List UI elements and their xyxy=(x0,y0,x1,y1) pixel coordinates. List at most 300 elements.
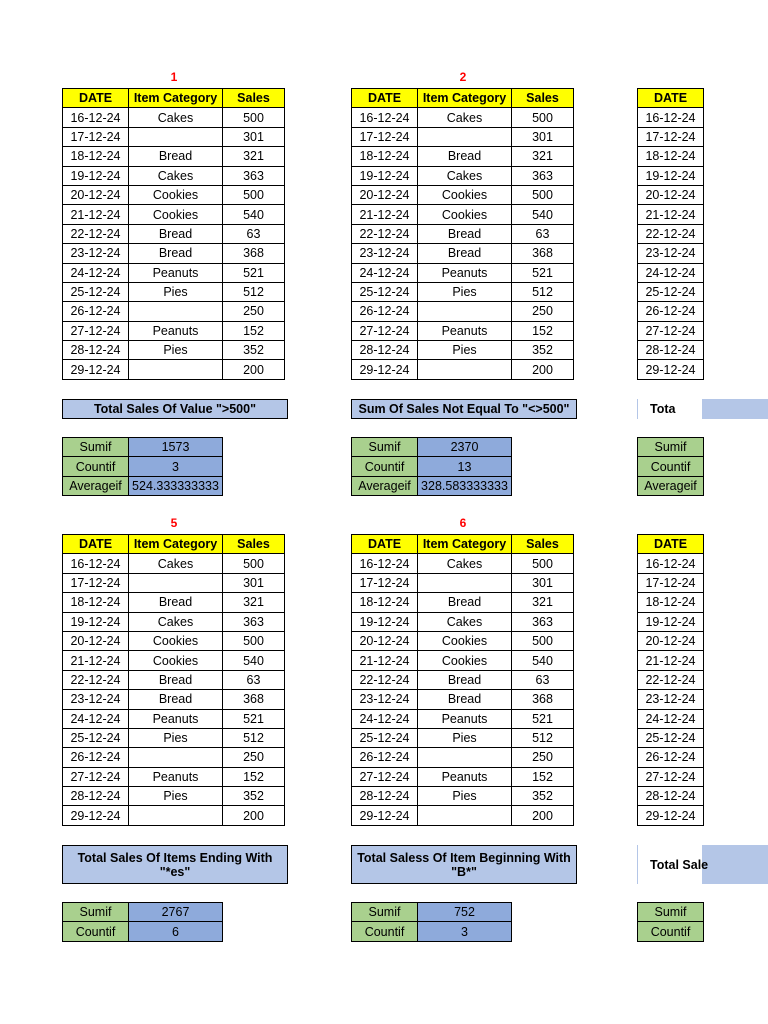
date-cell[interactable]: 22-12-24 xyxy=(638,670,704,689)
result-label[interactable]: Sumif xyxy=(638,438,704,457)
table-row xyxy=(638,147,704,166)
date-cell[interactable]: 25-12-24 xyxy=(638,282,704,301)
category-cell[interactable]: Peanuts xyxy=(129,263,223,282)
sales-cell[interactable]: 540 xyxy=(223,205,285,224)
category-cell[interactable] xyxy=(129,360,223,379)
category-cell[interactable]: Cookies xyxy=(129,631,223,650)
sales-cell[interactable]: 152 xyxy=(512,321,574,340)
sales-cell[interactable]: 368 xyxy=(223,690,285,709)
category-cell[interactable] xyxy=(129,127,223,146)
sales-cell[interactable]: 352 xyxy=(512,341,574,360)
category-cell[interactable]: Cakes xyxy=(418,612,512,631)
result-value[interactable]: 1573 xyxy=(129,438,223,457)
sales-table xyxy=(637,534,704,826)
sales-cell[interactable]: 63 xyxy=(512,670,574,689)
sales-cell[interactable]: 512 xyxy=(512,728,574,747)
category-cell[interactable]: Bread xyxy=(129,224,223,243)
date-cell[interactable]: 27-12-24 xyxy=(352,767,418,786)
date-cell[interactable]: 20-12-24 xyxy=(638,185,704,204)
date-cell[interactable]: 28-12-24 xyxy=(638,341,704,360)
date-cell[interactable]: 20-12-24 xyxy=(63,631,129,650)
category-cell[interactable]: Pies xyxy=(129,282,223,301)
category-cell[interactable]: Bread xyxy=(418,593,512,612)
category-cell[interactable]: Pies xyxy=(418,282,512,301)
category-cell[interactable]: Cakes xyxy=(129,554,223,573)
result-label[interactable]: Countif xyxy=(63,922,129,941)
table-row xyxy=(352,690,574,709)
category-cell[interactable]: Cookies xyxy=(418,205,512,224)
table-row xyxy=(352,631,574,650)
table-row xyxy=(63,205,285,224)
table-row xyxy=(63,787,285,806)
date-cell[interactable]: 28-12-24 xyxy=(63,787,129,806)
category-cell[interactable] xyxy=(129,302,223,321)
date-cell[interactable]: 19-12-24 xyxy=(63,166,129,185)
result-value[interactable]: 2767 xyxy=(129,903,223,922)
category-cell[interactable]: Cookies xyxy=(129,205,223,224)
date-cell[interactable]: 24-12-24 xyxy=(63,709,129,728)
date-cell[interactable]: 23-12-24 xyxy=(638,244,704,263)
table-row xyxy=(638,282,704,301)
date-cell[interactable]: 19-12-24 xyxy=(638,612,704,631)
date-cell[interactable]: 23-12-24 xyxy=(352,690,418,709)
result-label[interactable]: Countif xyxy=(352,922,418,941)
category-cell[interactable]: Cookies xyxy=(129,185,223,204)
date-cell[interactable]: 18-12-24 xyxy=(638,593,704,612)
category-cell[interactable] xyxy=(418,748,512,767)
sales-cell[interactable]: 152 xyxy=(223,767,285,786)
table-row xyxy=(352,321,574,340)
date-cell[interactable]: 16-12-24 xyxy=(63,554,129,573)
result-label[interactable]: Averageif xyxy=(638,476,704,495)
result-label[interactable]: Averageif xyxy=(63,476,129,495)
sales-cell[interactable]: 321 xyxy=(512,593,574,612)
date-cell[interactable]: 18-12-24 xyxy=(638,147,704,166)
table-row xyxy=(352,360,574,379)
result-row xyxy=(352,438,512,457)
result-row xyxy=(352,922,512,941)
category-cell[interactable]: Pies xyxy=(418,341,512,360)
category-cell[interactable]: Peanuts xyxy=(418,767,512,786)
date-cell[interactable]: 26-12-24 xyxy=(638,302,704,321)
date-cell[interactable]: 28-12-24 xyxy=(352,787,418,806)
table-row xyxy=(352,573,574,592)
category-cell[interactable]: Pies xyxy=(129,341,223,360)
table-row xyxy=(352,728,574,747)
date-cell[interactable]: 28-12-24 xyxy=(352,341,418,360)
result-row xyxy=(638,438,704,457)
table-row xyxy=(352,670,574,689)
result-value[interactable]: 3 xyxy=(129,457,223,476)
date-cell[interactable]: 18-12-24 xyxy=(352,593,418,612)
sales-cell[interactable]: 352 xyxy=(512,787,574,806)
date-cell[interactable]: 22-12-24 xyxy=(352,224,418,243)
date-cell[interactable]: 24-12-24 xyxy=(63,263,129,282)
date-cell[interactable]: 17-12-24 xyxy=(638,573,704,592)
category-header: Item Category xyxy=(129,89,223,108)
sales-cell[interactable]: 521 xyxy=(223,709,285,728)
result-label[interactable]: Countif xyxy=(638,457,704,476)
table-row xyxy=(63,612,285,631)
result-row xyxy=(638,922,704,941)
date-cell[interactable]: 25-12-24 xyxy=(63,282,129,301)
date-cell[interactable]: 22-12-24 xyxy=(352,670,418,689)
sales-cell[interactable]: 500 xyxy=(512,108,574,127)
sales-header: Sales xyxy=(223,535,285,554)
table-row xyxy=(638,244,704,263)
result-value[interactable]: 752 xyxy=(418,903,512,922)
sales-cell[interactable]: 500 xyxy=(223,554,285,573)
result-label[interactable]: Sumif xyxy=(63,438,129,457)
date-cell[interactable]: 26-12-24 xyxy=(638,748,704,767)
date-cell[interactable]: 29-12-24 xyxy=(638,806,704,825)
date-cell[interactable]: 20-12-24 xyxy=(352,185,418,204)
sales-cell[interactable]: 368 xyxy=(512,244,574,263)
table-row xyxy=(352,709,574,728)
table-row xyxy=(638,263,704,282)
category-cell[interactable]: Cookies xyxy=(418,185,512,204)
date-cell[interactable]: 22-12-24 xyxy=(63,224,129,243)
table-row xyxy=(638,767,704,786)
date-cell[interactable]: 22-12-24 xyxy=(63,670,129,689)
sales-cell[interactable]: 250 xyxy=(223,748,285,767)
criteria-title: Sum Of Sales Not Equal To "<>500" xyxy=(351,399,577,419)
sales-cell[interactable]: 301 xyxy=(223,127,285,146)
table-row xyxy=(352,185,574,204)
date-cell[interactable]: 29-12-24 xyxy=(352,360,418,379)
sales-table xyxy=(62,534,285,826)
date-cell[interactable]: 29-12-24 xyxy=(63,806,129,825)
table-row xyxy=(638,787,704,806)
date-cell[interactable]: 26-12-24 xyxy=(352,748,418,767)
category-cell[interactable] xyxy=(129,806,223,825)
category-cell[interactable]: Cakes xyxy=(418,108,512,127)
table-row xyxy=(638,360,704,379)
table-row xyxy=(63,709,285,728)
category-cell[interactable]: Pies xyxy=(129,728,223,747)
date-cell[interactable]: 21-12-24 xyxy=(352,205,418,224)
date-cell[interactable]: 23-12-24 xyxy=(63,690,129,709)
table-row xyxy=(638,631,704,650)
date-cell[interactable]: 21-12-24 xyxy=(63,651,129,670)
category-cell[interactable]: Cakes xyxy=(129,108,223,127)
criteria-title: Total Sales Of Value ">500" xyxy=(62,399,288,419)
sales-cell[interactable]: 200 xyxy=(512,360,574,379)
date-cell[interactable]: 27-12-24 xyxy=(638,321,704,340)
category-cell[interactable] xyxy=(418,360,512,379)
sales-cell[interactable]: 500 xyxy=(223,631,285,650)
date-cell[interactable]: 29-12-24 xyxy=(63,360,129,379)
result-label[interactable]: Sumif xyxy=(638,903,704,922)
date-cell[interactable]: 18-12-24 xyxy=(63,147,129,166)
block-number: 1 xyxy=(170,70,178,84)
sales-cell[interactable]: 301 xyxy=(512,127,574,146)
category-cell[interactable] xyxy=(418,127,512,146)
date-cell[interactable]: 19-12-24 xyxy=(63,612,129,631)
sales-cell[interactable]: 200 xyxy=(512,806,574,825)
category-cell[interactable] xyxy=(418,573,512,592)
result-value[interactable]: 524.333333333 xyxy=(129,476,223,495)
result-label[interactable]: Averageif xyxy=(352,476,418,495)
result-value[interactable]: 328.583333333 xyxy=(418,476,512,495)
date-cell[interactable]: 29-12-24 xyxy=(352,806,418,825)
category-cell[interactable]: Cookies xyxy=(418,631,512,650)
result-row xyxy=(638,457,704,476)
result-label[interactable]: Countif xyxy=(352,457,418,476)
header-row xyxy=(352,89,574,108)
date-cell[interactable]: 22-12-24 xyxy=(638,224,704,243)
header-row xyxy=(638,89,704,108)
result-row xyxy=(63,457,223,476)
date-cell[interactable]: 23-12-24 xyxy=(638,690,704,709)
sales-cell[interactable]: 500 xyxy=(223,108,285,127)
sales-cell[interactable]: 500 xyxy=(512,554,574,573)
date-cell[interactable]: 24-12-24 xyxy=(638,709,704,728)
date-cell[interactable]: 17-12-24 xyxy=(352,127,418,146)
date-cell[interactable]: 25-12-24 xyxy=(63,728,129,747)
date-cell[interactable]: 19-12-24 xyxy=(352,612,418,631)
category-cell[interactable]: Peanuts xyxy=(418,321,512,340)
date-cell[interactable]: 16-12-24 xyxy=(638,108,704,127)
category-cell[interactable]: Bread xyxy=(129,690,223,709)
category-cell[interactable]: Cookies xyxy=(418,651,512,670)
table-row xyxy=(638,651,704,670)
sales-cell[interactable]: 200 xyxy=(223,360,285,379)
date-header: DATE xyxy=(352,535,418,554)
category-cell[interactable]: Bread xyxy=(418,670,512,689)
result-label[interactable]: Countif xyxy=(63,457,129,476)
table-row xyxy=(63,127,285,146)
sales-cell[interactable]: 321 xyxy=(223,593,285,612)
date-cell[interactable]: 27-12-24 xyxy=(63,321,129,340)
sales-cell[interactable]: 200 xyxy=(223,806,285,825)
date-cell[interactable]: 26-12-24 xyxy=(352,302,418,321)
date-cell[interactable]: 20-12-24 xyxy=(63,185,129,204)
date-cell[interactable]: 21-12-24 xyxy=(638,651,704,670)
table-row xyxy=(63,631,285,650)
sales-header: Sales xyxy=(512,535,574,554)
date-cell[interactable]: 21-12-24 xyxy=(352,651,418,670)
sales-cell[interactable]: 250 xyxy=(223,302,285,321)
category-cell[interactable]: Bread xyxy=(129,593,223,612)
sales-cell[interactable]: 540 xyxy=(512,651,574,670)
category-cell[interactable]: Bread xyxy=(129,244,223,263)
result-row xyxy=(63,476,223,495)
category-cell[interactable] xyxy=(129,573,223,592)
sales-cell[interactable]: 512 xyxy=(223,728,285,747)
criteria-title: Tota xyxy=(637,399,768,419)
header-row xyxy=(63,89,285,108)
date-cell[interactable]: 17-12-24 xyxy=(638,127,704,146)
date-cell[interactable]: 17-12-24 xyxy=(63,573,129,592)
category-cell[interactable]: Bread xyxy=(418,690,512,709)
date-cell[interactable]: 25-12-24 xyxy=(352,728,418,747)
category-cell[interactable]: Cakes xyxy=(418,554,512,573)
date-header: DATE xyxy=(638,535,704,554)
table-row xyxy=(63,302,285,321)
sales-cell[interactable]: 63 xyxy=(223,670,285,689)
sales-cell[interactable]: 540 xyxy=(223,651,285,670)
category-cell[interactable] xyxy=(418,302,512,321)
sales-cell[interactable]: 63 xyxy=(223,224,285,243)
date-cell[interactable]: 28-12-24 xyxy=(63,341,129,360)
result-row xyxy=(352,457,512,476)
sales-cell[interactable]: 500 xyxy=(512,631,574,650)
date-cell[interactable]: 17-12-24 xyxy=(352,573,418,592)
sales-cell[interactable]: 301 xyxy=(223,573,285,592)
result-label[interactable]: Sumif xyxy=(352,903,418,922)
date-cell[interactable]: 20-12-24 xyxy=(352,631,418,650)
table-row xyxy=(638,612,704,631)
sales-cell[interactable]: 321 xyxy=(512,147,574,166)
table-row xyxy=(638,302,704,321)
date-cell[interactable]: 16-12-24 xyxy=(352,554,418,573)
category-cell[interactable]: Cakes xyxy=(129,612,223,631)
date-cell[interactable]: 24-12-24 xyxy=(352,263,418,282)
date-cell[interactable]: 16-12-24 xyxy=(638,554,704,573)
category-cell[interactable]: Pies xyxy=(129,787,223,806)
sales-table xyxy=(62,88,285,380)
date-cell[interactable]: 21-12-24 xyxy=(638,205,704,224)
date-cell[interactable]: 25-12-24 xyxy=(352,282,418,301)
sales-cell[interactable]: 250 xyxy=(512,748,574,767)
table-row xyxy=(638,341,704,360)
category-cell[interactable]: Peanuts xyxy=(129,321,223,340)
sales-cell[interactable]: 521 xyxy=(512,263,574,282)
date-cell[interactable]: 29-12-24 xyxy=(638,360,704,379)
sales-cell[interactable]: 500 xyxy=(512,185,574,204)
result-label[interactable]: Countif xyxy=(638,922,704,941)
result-label[interactable]: Sumif xyxy=(63,903,129,922)
table-row xyxy=(638,205,704,224)
date-cell[interactable]: 27-12-24 xyxy=(638,767,704,786)
table-row xyxy=(63,341,285,360)
date-cell[interactable]: 27-12-24 xyxy=(63,767,129,786)
category-cell[interactable]: Peanuts xyxy=(418,263,512,282)
date-header: DATE xyxy=(63,89,129,108)
table-row xyxy=(352,593,574,612)
category-cell[interactable]: Peanuts xyxy=(418,709,512,728)
result-value[interactable]: 6 xyxy=(129,922,223,941)
sales-cell[interactable]: 352 xyxy=(223,787,285,806)
table-row xyxy=(352,787,574,806)
table-row xyxy=(352,554,574,573)
sales-cell[interactable]: 63 xyxy=(512,224,574,243)
table-row xyxy=(638,806,704,825)
date-cell[interactable]: 26-12-24 xyxy=(63,748,129,767)
category-cell[interactable]: Bread xyxy=(129,670,223,689)
date-cell[interactable]: 24-12-24 xyxy=(352,709,418,728)
table-row xyxy=(63,166,285,185)
date-cell[interactable]: 20-12-24 xyxy=(638,631,704,650)
table-row xyxy=(352,205,574,224)
date-cell[interactable]: 24-12-24 xyxy=(638,263,704,282)
category-cell[interactable]: Bread xyxy=(418,244,512,263)
sales-cell[interactable]: 521 xyxy=(223,263,285,282)
result-value[interactable]: 3 xyxy=(418,922,512,941)
category-cell[interactable]: Peanuts xyxy=(129,767,223,786)
sales-cell[interactable]: 540 xyxy=(512,205,574,224)
table-row xyxy=(352,147,574,166)
category-cell[interactable] xyxy=(129,748,223,767)
table-row xyxy=(63,728,285,747)
category-cell[interactable]: Bread xyxy=(418,224,512,243)
sales-cell[interactable]: 363 xyxy=(512,612,574,631)
date-cell[interactable]: 19-12-24 xyxy=(638,166,704,185)
sales-cell[interactable]: 250 xyxy=(512,302,574,321)
date-cell[interactable]: 25-12-24 xyxy=(638,728,704,747)
sales-cell[interactable]: 152 xyxy=(223,321,285,340)
category-cell[interactable]: Peanuts xyxy=(129,709,223,728)
sales-cell[interactable]: 301 xyxy=(512,573,574,592)
category-cell[interactable]: Pies xyxy=(418,728,512,747)
sales-cell[interactable]: 152 xyxy=(512,767,574,786)
category-cell[interactable]: Bread xyxy=(129,147,223,166)
table-row xyxy=(63,690,285,709)
sales-cell[interactable]: 512 xyxy=(512,282,574,301)
category-cell[interactable]: Cookies xyxy=(129,651,223,670)
category-cell[interactable]: Cakes xyxy=(418,166,512,185)
date-cell[interactable]: 16-12-24 xyxy=(352,108,418,127)
result-value[interactable]: 13 xyxy=(418,457,512,476)
date-cell[interactable]: 26-12-24 xyxy=(63,302,129,321)
date-cell[interactable]: 28-12-24 xyxy=(638,787,704,806)
sales-cell[interactable]: 363 xyxy=(512,166,574,185)
sales-cell[interactable]: 352 xyxy=(223,341,285,360)
date-cell[interactable]: 23-12-24 xyxy=(352,244,418,263)
results-table xyxy=(351,437,512,496)
sales-cell[interactable]: 512 xyxy=(223,282,285,301)
table-row xyxy=(63,573,285,592)
results-table xyxy=(637,902,704,942)
sales-cell[interactable]: 368 xyxy=(223,244,285,263)
table-row xyxy=(352,302,574,321)
sales-cell[interactable]: 321 xyxy=(223,147,285,166)
date-cell[interactable]: 21-12-24 xyxy=(63,205,129,224)
sales-cell[interactable]: 368 xyxy=(512,690,574,709)
date-cell[interactable]: 19-12-24 xyxy=(352,166,418,185)
date-cell[interactable]: 27-12-24 xyxy=(352,321,418,340)
date-cell[interactable]: 17-12-24 xyxy=(63,127,129,146)
date-cell[interactable]: 23-12-24 xyxy=(63,244,129,263)
sales-cell[interactable]: 363 xyxy=(223,166,285,185)
date-header: DATE xyxy=(638,89,704,108)
result-value[interactable]: 2370 xyxy=(418,438,512,457)
category-cell[interactable]: Bread xyxy=(418,147,512,166)
table-row xyxy=(638,690,704,709)
table-row xyxy=(638,728,704,747)
results-table xyxy=(351,902,512,942)
category-header: Item Category xyxy=(418,89,512,108)
category-cell[interactable] xyxy=(418,806,512,825)
category-cell[interactable]: Pies xyxy=(418,787,512,806)
sales-cell[interactable]: 521 xyxy=(512,709,574,728)
category-cell[interactable]: Cakes xyxy=(129,166,223,185)
result-label[interactable]: Sumif xyxy=(352,438,418,457)
table-row xyxy=(352,166,574,185)
table-row xyxy=(352,748,574,767)
date-cell[interactable]: 18-12-24 xyxy=(352,147,418,166)
date-cell[interactable]: 16-12-24 xyxy=(63,108,129,127)
table-row xyxy=(352,263,574,282)
sales-table xyxy=(351,88,574,380)
table-row xyxy=(63,108,285,127)
table-row xyxy=(63,185,285,204)
sales-cell[interactable]: 363 xyxy=(223,612,285,631)
sales-cell[interactable]: 500 xyxy=(223,185,285,204)
table-row xyxy=(63,593,285,612)
date-cell[interactable]: 18-12-24 xyxy=(63,593,129,612)
